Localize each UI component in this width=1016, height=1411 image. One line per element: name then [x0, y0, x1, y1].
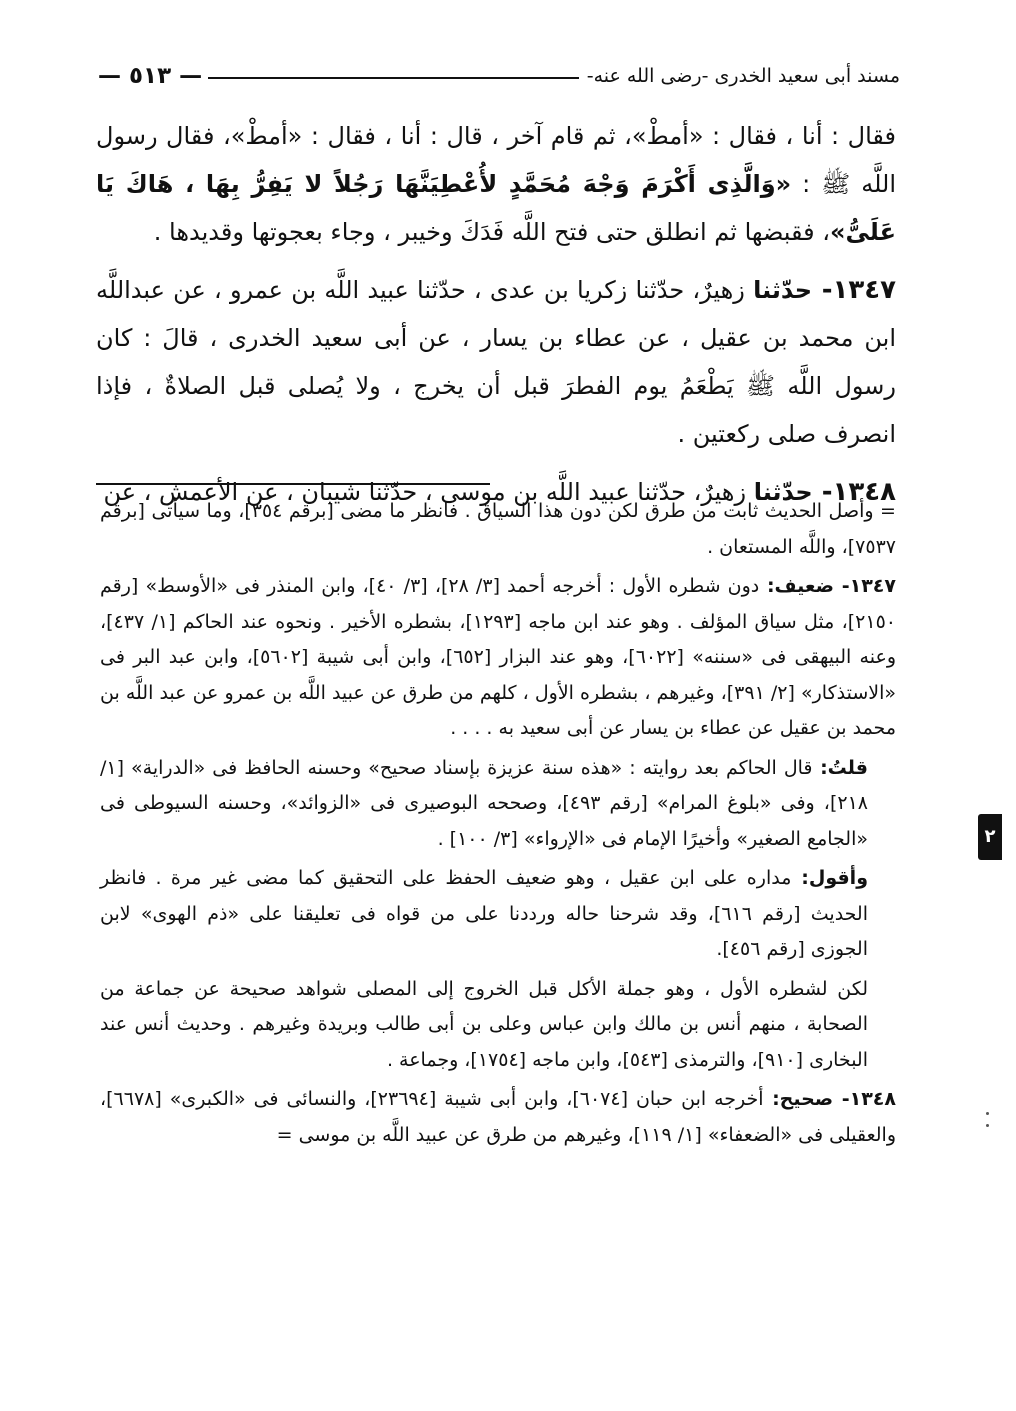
footnote-text: قال الحاكم بعد روايته : «هذه سنة عزيزة بإسناد صحيح» وحسنه الحافظ فى «الدراية» [١/ ٢١٨]، وفى «بلوغ المرام» [رقم ٤٩٣]، وصححه البوصيرى فى «الزوائد»، وحسنه السيوطى فى «الجامع الصغير» وأخيرًا الإمام فى «الإرواء» [٣/ ١٠٠] .: [100, 756, 868, 850]
footnote-1347: [100, 569, 896, 747]
footnote-lakin: لكن لشطره الأول ، وهو جملة الأكل قبل الخروج إلى المصلى شواهد صحيحة عن جماعة من الصحابة ، منهم أنس بن مالك وابن عباس وعلى بن أبى طالب وبريدة وغيرهم . وحديث أنس عند البخارى [٩١٠]، والترمذى [٥٤٣]، وابن ماجه [١٧٥٤]، وجماعة .: [100, 977, 868, 1071]
narration-opener: حدّثنا: [753, 478, 813, 506]
scan-speck: [986, 1112, 989, 1115]
footnote-continuation: = وأصل الحديث ثابت من طرق لكن دون هذا السياق . فانظر ما مضى [برقم ٣٥٤]، وما سيأتى [برقم ٧٥٣٧]، واللَّه المستعان .: [100, 500, 896, 558]
footnote-qultu: [100, 751, 896, 858]
text-run: فقال : أنا ، فقال : «أمطْ»، ثم قام آخر ، قال : أنا ، فقال : «أمطْ»، فقال رسول اللَّه ﷺ :: [96, 122, 896, 198]
main-text: [96, 112, 896, 526]
scan-speck: [986, 1124, 989, 1127]
footnote-text: دون شطره الأول : أخرجه أحمد [٣/ ٢٨]، [٣/ ٤٠]، وابن المنذر فى «الأوسط» [رقم ٢١٥٠]، مثل سياق المؤلف . وهو عند ابن ماجه [١٢٩٣]، بشطره الأخير . ونحوه عند الحاكم [١/ ٤٣٧]، وعنه البيهقى فى «سننه» [٦٠٢٢]، وهو عند البزار [٦٥٢]، وابن أبى شيبة [٥٦٠٢]، وابن عبد البر فى «الاستذكار» [٢/ ٣٩١]، وغيرهم ، بشطره الأول ، كلهم من طرق عن عبيد اللَّه بن عمرو عن عبد اللَّه بن محمد بن عقيل عن عطاء بن يسار عن أبى سعيد به . . . .: [100, 575, 896, 739]
footnote-label: وأقول:: [791, 867, 869, 889]
hadith-text: زهيرٌ، حدّثنا عبيد اللَّه بن موسى ، حدّثنا شيبان ، عن الأعمش ، عن: [103, 478, 754, 506]
hadith-1347: [96, 266, 896, 458]
page-number: — ٥١٣ —: [92, 58, 208, 94]
side-tab-marker: ٢: [978, 814, 1002, 860]
main-paragraph-continuation: [96, 112, 896, 256]
footnote-text: أخرجه ابن حبان [٦٠٧٤]، وابن أبى شيبة [٢٣٦٩٤]، والنسائى فى «الكبرى» [٦٦٧٨]، والعقيلى فى «الضعفاء» [١/ ١١٩]، وغيرهم من طرق عن عبيد اللَّه بن موسى =: [100, 1088, 896, 1146]
narration-opener: حدّثنا: [753, 276, 813, 304]
footnote-aqulu: [100, 861, 896, 968]
text-run: ، فقبضها ثم انطلق حتى فتح اللَّه فَدَكَ وخيبر ، وجاء بعجوتها وقديدها .: [153, 218, 831, 246]
hadith-number: ١٣٤٨-: [812, 477, 896, 507]
footnote-text: مداره على ابن عقيل ، وهو ضعيف الحفظ على التحقيق كما مضى غير مرة . فانظر الحديث [رقم ٦١٦]، وقد شرحنا حاله ورددنا على من قواه فى تعليقنا على «ذم الهوى» لابن الجوزى [رقم ٤٥٦].: [100, 867, 868, 960]
footnote-grade: ١٣٤٨- صحيح:: [763, 1088, 896, 1110]
footnote-1348: [100, 1082, 896, 1153]
running-title: مسند أبى سعيد الخدرى -رضى الله عنه-: [579, 58, 900, 94]
footnote-grade: ١٣٤٧- ضعيف:: [759, 575, 896, 597]
footnotes: [100, 494, 896, 1157]
hadith-text: زهيرٌ، حدّثنا زكريا بن عدى ، حدّثنا عبيد اللَّه بن عمرو ، عن عبداللَّه ابن محمد بن عقيل ، عن عطاء بن يسار ، عن أبى سعيد الخدرى ، قالَ : كان رسول اللَّه ﷺ يَطْعَمُ يوم الفطرَ قبل أن يخرج ، ولا يُصلى قبل الصلاةٌ ، فإذا انصرف صلى ركعتين .: [96, 276, 896, 448]
hadith-number: ١٣٤٧-: [812, 275, 897, 305]
footnote-separator: [96, 483, 490, 485]
footnote-label: قلتُ:: [812, 756, 868, 779]
running-header: [92, 58, 900, 94]
quoted-speech: «وَالَّذِى أَكْرَمَ وَجْهَ مُحَمَّدٍ لأُعْطِيَنَّهَا رَجُلاً لا يَفِرُّ بِهَا ، هَاكَ يَا عَلَىُّ»: [96, 170, 896, 246]
